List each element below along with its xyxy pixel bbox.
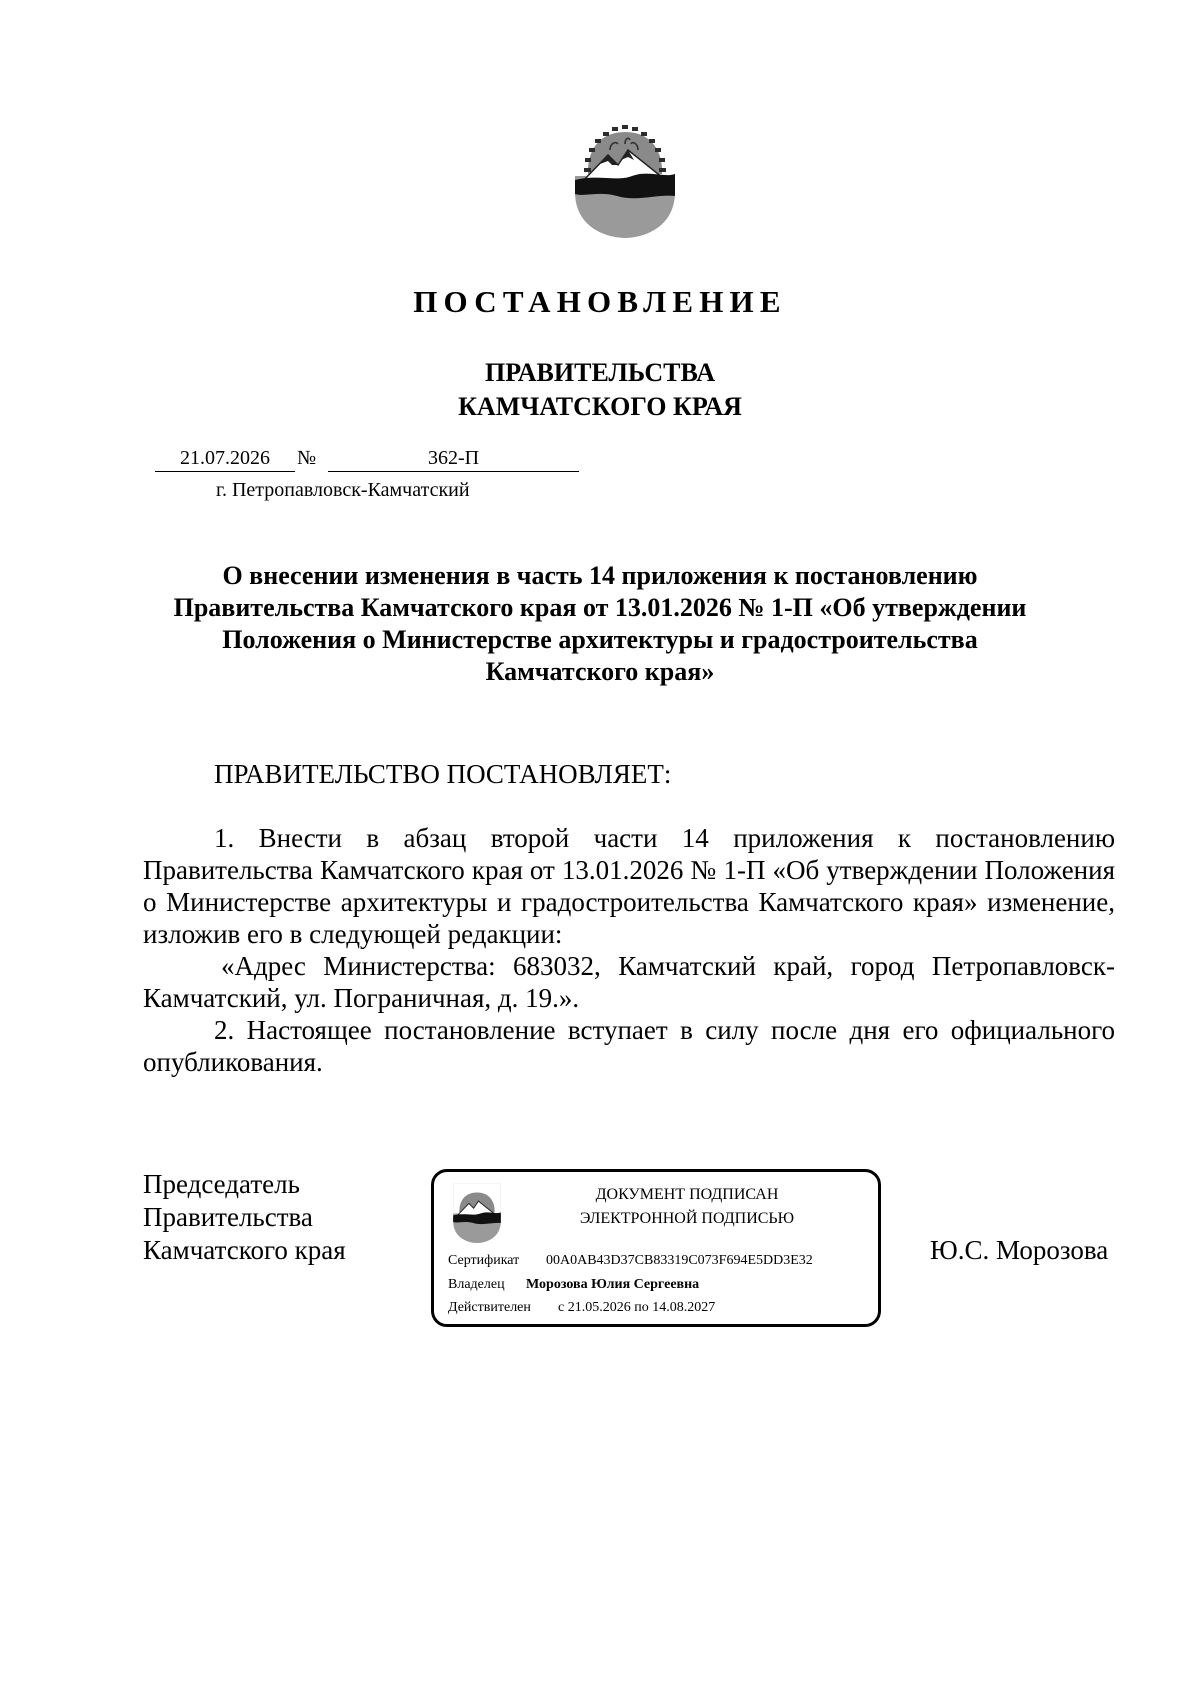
signer-position <box>143 1168 346 1267</box>
heading-line: Положения о Министерстве архитектуры и градостроительства <box>222 625 978 654</box>
signer-position-line: Камчатского края <box>143 1235 346 1265</box>
validity-value: с 21.05.2026 по 14.08.2027 <box>558 1300 716 1315</box>
signer-position-line: Председатель <box>143 1169 300 1199</box>
stamp-heading-line: ДОКУМЕНТ ПОДПИСАН <box>595 1186 779 1203</box>
document-date: 21.07.2026 <box>155 447 295 472</box>
document-number: 362-П <box>328 447 579 472</box>
certificate-value: 00A0AB43D37CB83319C073F694E5DD3E32 <box>546 1253 813 1268</box>
stamp-coat-of-arms-icon <box>449 1182 505 1244</box>
electronic-signature-stamp <box>431 1169 881 1327</box>
heading-line: Правительства Камчатского края от 13.01.2026 № 1-П «Об утверждении <box>173 593 1027 622</box>
validity-row <box>448 1299 715 1317</box>
signer-position-line: Правительства <box>143 1202 313 1232</box>
document-heading <box>140 560 1060 688</box>
issuer-line-2: КАМЧАТСКОГО КРАЯ <box>458 392 742 421</box>
paragraph-item-2: 2. Настоящее постановление вступает в силу после дня его официального опубликования. <box>143 1015 1115 1077</box>
heading-line: Камчатского края» <box>485 657 715 686</box>
certificate-row <box>448 1252 813 1270</box>
stamp-heading-line: ЭЛЕКТРОННОЙ ПОДПИСЬЮ <box>579 1210 795 1227</box>
issuer-line-1: ПРАВИТЕЛЬСТВА <box>485 358 715 387</box>
document-city: г. Петропавловск-Камчатский <box>216 479 470 501</box>
owner-value: Морозова Юлия Сергеевна <box>526 1277 700 1292</box>
heading-line: О внесении изменения в часть 14 приложения к постановлению <box>222 561 978 590</box>
document-type-title: ПОСТАНОВЛЕНИЕ <box>413 284 787 319</box>
owner-label: Владелец <box>448 1277 505 1292</box>
issuer-name <box>0 356 1200 424</box>
paragraph-item-1-quote: «Адрес Министерства: 683032, Камчатский край, город Петропавловск-Камчатский, ул. Пограничная, д. 19.». <box>143 951 1115 1013</box>
stamp-heading <box>514 1183 860 1231</box>
validity-label: Действителен <box>448 1300 531 1315</box>
certificate-label: Сертификат <box>448 1253 520 1268</box>
decree-formula: ПРАВИТЕЛЬСТВО ПОСТАНОВЛЯЕТ: <box>214 759 672 789</box>
coat-of-arms-icon <box>572 110 678 240</box>
owner-row <box>448 1276 699 1294</box>
signer-name: Ю.С. Морозова <box>930 1235 1109 1265</box>
number-sign: № <box>297 447 317 469</box>
paragraph-item-1: 1. Внести в абзац второй части 14 приложения к постановлению Правительства Камчатского края от 13.01.2026 № 1-П «Об утверждении Положения о Министерстве архитектуры и градостроительства Камчатского края» изменение, изложив его в следующей редакции: <box>143 823 1115 949</box>
